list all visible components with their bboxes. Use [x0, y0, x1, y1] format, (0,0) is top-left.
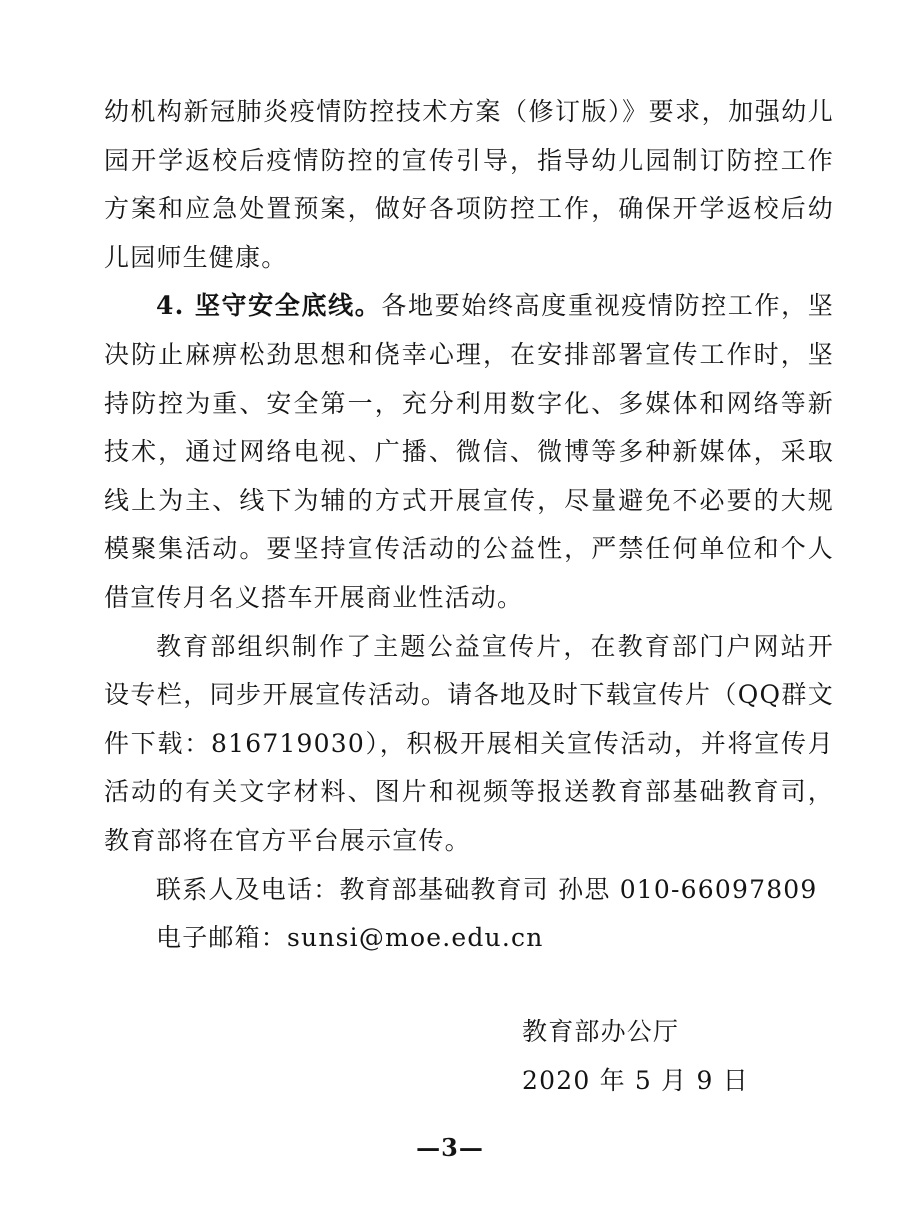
contact-phone-line: 联系人及电话：教育部基础教育司 孙思 010-66097809 [156, 874, 818, 904]
paragraph-continuation: 幼机构新冠肺炎疫情防控技术方案（修订版）》要求，加强幼儿园开学返校后疫情防控的宣传引导，指导幼儿园制订防控工作方案和应急处置预案，做好各项防控工作，确保开学返校后幼儿园师生健康。 [104, 97, 834, 272]
closing-paragraph: 教育部组织制作了主题公益宣传片，在教育部门户网站开设专栏，同步开展宣传活动。请各地及时下载宣传片（QQ群文件下载：816719030），积极开展相关宣传活动，并将宣传月活动的有关文字材料、图片和视频等报送教育部基础教育司，教育部将在官方平台展示宣传。 [104, 631, 834, 855]
section-4-heading: 4. 坚守安全底线。 [156, 291, 382, 321]
section-4-body: 各地要始终高度重视疫情防控工作，坚决防止麻痹松劲思想和侥幸心理，在安排部署宣传工作时，坚持防控为重、安全第一，充分利用数字化、多媒体和网络等新技术，通过网络电视、广播、微信、微博等多种新媒体，采取线上为主、线下为辅的方式开展宣传，尽量避免不必要的大规模聚集活动。要坚持宣传活动的公益性，严禁任何单位和个人借宣传月名义搭车开展商业性活动。 [104, 291, 834, 612]
issuer-name: 教育部办公厅 [522, 1017, 680, 1046]
section-4-paragraph [104, 282, 834, 622]
document-body [104, 88, 834, 963]
page-number: —3— [416, 1133, 484, 1162]
issue-date: 2020 年 5 月 9 日 [522, 1065, 749, 1095]
signature-block [522, 1008, 749, 1105]
contact-email-line: 电子邮箱：sunsi@moe.edu.cn [156, 923, 544, 953]
